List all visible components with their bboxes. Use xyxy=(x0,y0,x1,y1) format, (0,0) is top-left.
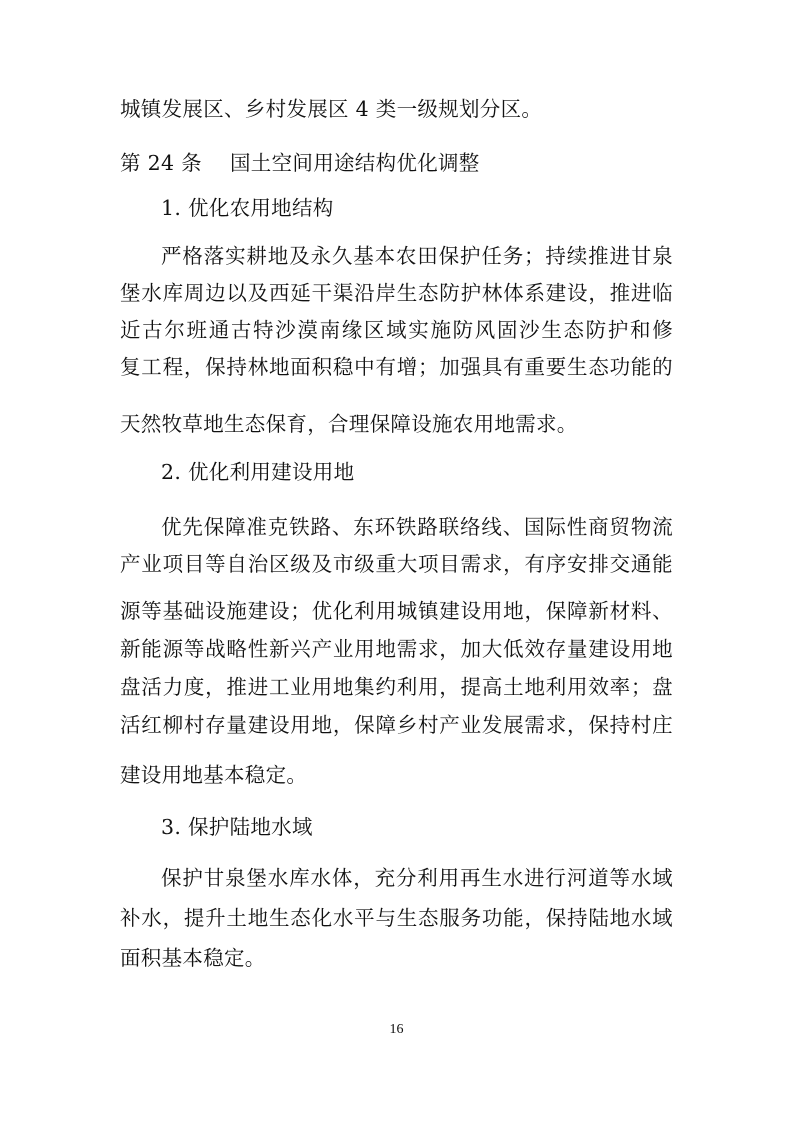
paragraph-line: 近古尔班通古特沙漠南缘区域实施防风固沙生态防护和修 xyxy=(120,318,673,342)
paragraph-line: 保护甘泉堡水库水体，充分利用再生水进行河道等水域 xyxy=(161,866,673,890)
paragraph-line: 补水，提升土地生态化水平与生态服务功能，保持陆地水域 xyxy=(120,906,673,930)
paragraph-line: 新能源等战略性新兴产业用地需求，加大低效存量建设用地 xyxy=(120,637,673,661)
paragraph-line: 天然牧草地生态保育，合理保障设施农用地需求。 xyxy=(120,412,578,436)
paragraph-line: 复工程，保持林地面积稳中有增；加强具有重要生态功能的 xyxy=(120,355,673,379)
article-heading xyxy=(120,151,480,175)
article-number: 第 24 条 xyxy=(120,151,202,175)
paragraph-line: 活红柳村存量建设用地，保障乡村产业发展需求，保持村庄 xyxy=(120,713,673,737)
section-heading-3: 3. 保护陆地水域 xyxy=(161,815,313,839)
page-number: 16 xyxy=(389,1022,404,1037)
section-heading-1: 1. 优化农用地结构 xyxy=(161,196,334,220)
paragraph-line: 产业项目等自治区级及市级重大项目需求，有序安排交通能 xyxy=(120,552,673,576)
intro-line: 城镇发展区、乡村发展区 4 类一级规划分区。 xyxy=(120,97,543,121)
paragraph-line: 严格落实耕地及永久基本农田保护任务；持续推进甘泉 xyxy=(161,244,673,268)
paragraph-line: 面积基本稳定。 xyxy=(120,946,266,970)
paragraph-line: 优先保障准克铁路、东环铁路联络线、国际性商贸物流 xyxy=(161,515,673,539)
article-title: 国土空间用途结构优化调整 xyxy=(230,151,480,175)
section-heading-2: 2. 优化利用建设用地 xyxy=(161,460,355,484)
paragraph-line: 堡水库周边以及西延干渠沿岸生态防护林体系建设，推进临 xyxy=(120,281,673,305)
paragraph-line: 源等基础设施建设；优化利用城镇建设用地，保障新材料、 xyxy=(120,599,673,623)
paragraph-line: 盘活力度，推进工业用地集约利用，提高土地利用效率；盘 xyxy=(120,675,673,699)
paragraph-line: 建设用地基本稳定。 xyxy=(120,763,308,787)
